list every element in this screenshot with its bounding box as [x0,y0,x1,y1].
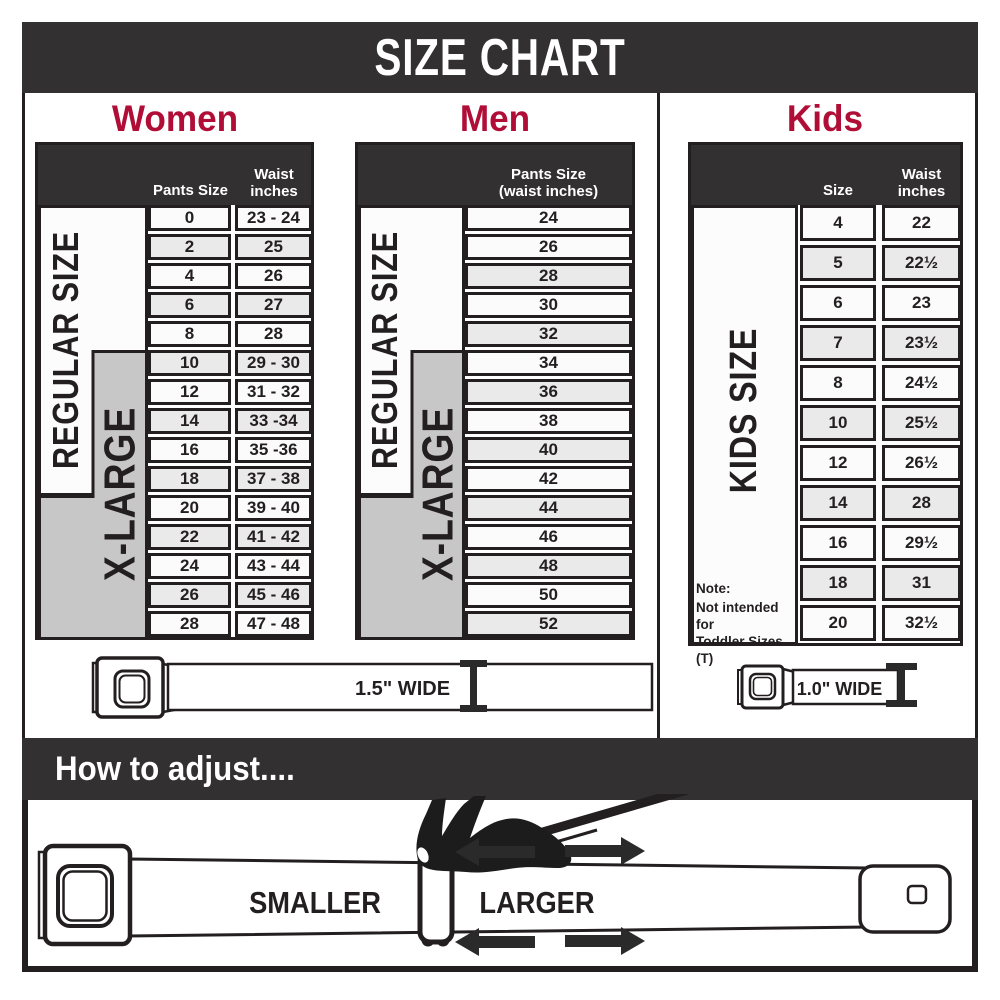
table-row [148,495,312,521]
pants-size-cell: 46 [465,524,632,550]
table-row [465,234,632,260]
kids-size-cell: 7 [800,325,876,361]
table-row [148,524,312,550]
kids-waist-header: Waist inches [897,166,946,200]
pants-size-cell: 6 [148,292,231,318]
table-row [800,405,961,441]
pants-size-cell: 2 [148,234,231,260]
kids-divider [657,93,660,738]
left-frame-border [22,93,25,738]
kids-heading: Kids [786,98,864,139]
waist-inches-cell: 28 [235,321,312,347]
women-x-large-label: X-LARGE [95,406,144,581]
kids-size-cell: 16 [800,525,876,561]
table-row [465,350,632,376]
table-row [465,466,632,492]
hand-icon [415,796,571,873]
pants-size-cell: 20 [148,495,231,521]
men-heading: Men [459,98,531,139]
waist-inches-cell: 25½ [882,405,961,441]
table-row [800,565,961,601]
waist-inches-cell: 29½ [882,525,961,561]
adult-belt-width-label: 1.5" WIDE [354,678,451,700]
waist-inches-cell: 45 - 46 [235,582,312,608]
right-frame-border [975,93,978,738]
smaller-label: SMALLER [249,885,381,920]
waist-inches-cell: 23 - 24 [235,205,312,231]
men-table-header [358,145,632,205]
table-row [800,325,961,361]
pants-size-cell: 36 [465,379,632,405]
kids-size-cell: 10 [800,405,876,441]
kids-note: Note: Not intended for Toddler Sizes (T) [696,581,783,666]
table-row [800,365,961,401]
pants-size-cell: 38 [465,408,632,434]
pants-size-cell: 24 [148,553,231,579]
women-heading: Women [111,98,239,139]
waist-inches-cell: 26½ [882,445,961,481]
kids-size-cell: 12 [800,445,876,481]
waist-inches-cell: 33 -34 [235,408,312,434]
pants-size-cell: 52 [465,611,632,637]
kids-size-cell: 4 [800,205,876,241]
waist-inches-cell: 27 [235,292,312,318]
seatbelt-buckle-icon [39,846,130,944]
table-row [148,205,312,231]
pants-size-cell: 44 [465,495,632,521]
larger-label: LARGER [479,885,595,920]
pants-size-cell: 28 [465,263,632,289]
table-row [148,321,312,347]
table-row [800,205,961,241]
pants-size-cell: 28 [148,611,231,637]
waist-inches-cell: 41 - 42 [235,524,312,550]
table-row [800,285,961,321]
pants-size-cell: 26 [465,234,632,260]
table-row [465,408,632,434]
table-row [465,321,632,347]
pants-size-cell: 40 [465,437,632,463]
pants-size-cell: 16 [148,437,231,463]
waist-inches-cell: 43 - 44 [235,553,312,579]
waist-inches-cell: 32½ [882,605,961,641]
table-row [465,524,632,550]
pants-size-cell: 48 [465,553,632,579]
table-row [465,495,632,521]
waist-inches-cell: 23 [882,285,961,321]
table-row [148,292,312,318]
pants-size-cell: 4 [148,263,231,289]
pants-size-cell: 0 [148,205,231,231]
adjust-belt-illustration [22,794,978,960]
pants-size-cell: 12 [148,379,231,405]
how-to-adjust-heading: How to adjust.... [55,749,295,788]
waist-inches-cell: 31 [882,565,961,601]
pants-size-cell: 50 [465,582,632,608]
kids-size-cell: 20 [800,605,876,641]
table-row [148,408,312,434]
waist-inches-cell: 26 [235,263,312,289]
table-row [148,234,312,260]
waist-inches-cell: 39 - 40 [235,495,312,521]
women-waist-header: Waist inches [250,166,298,200]
table-row [465,611,632,637]
waist-inches-cell: 24½ [882,365,961,401]
pants-size-cell: 42 [465,466,632,492]
men-pants-size-header: Pants Size (waist inches) [498,166,599,200]
women-regular-size-label: REGULAR SIZE [45,230,87,470]
table-row [148,611,312,637]
table-row [800,485,961,521]
table-row [800,525,961,561]
table-row [465,379,632,405]
table-row [465,292,632,318]
page-title: SIZE CHART [374,28,626,87]
waist-inches-cell: 28 [882,485,961,521]
table-row [465,205,632,231]
seatbelt-buckle-icon [738,666,783,708]
women-pants-size-header: Pants Size [152,182,229,199]
table-row [800,245,961,281]
kids-size-rows [800,205,961,645]
right-arrow-icon [565,837,645,865]
pants-size-cell: 32 [465,321,632,347]
pants-size-cell: 18 [148,466,231,492]
pants-size-cell: 14 [148,408,231,434]
table-row [148,582,312,608]
pants-size-cell: 24 [465,205,632,231]
table-row [465,553,632,579]
waist-inches-cell: 37 - 38 [235,466,312,492]
table-row [148,437,312,463]
pants-size-cell: 26 [148,582,231,608]
table-row [800,445,961,481]
pants-size-cell: 10 [148,350,231,376]
kids-size-cell: 14 [800,485,876,521]
pants-size-cell: 22 [148,524,231,550]
seatbelt-buckle-icon [93,658,163,717]
waist-inches-cell: 31 - 32 [235,379,312,405]
pants-size-cell: 30 [465,292,632,318]
table-row [148,263,312,289]
kids-table-header [691,145,960,205]
table-row [148,379,312,405]
waist-inches-cell: 35 -36 [235,437,312,463]
table-row [148,553,312,579]
pants-size-cell: 8 [148,321,231,347]
waist-inches-cell: 22½ [882,245,961,281]
kids-belt-width-label: 1.0" WIDE [796,679,883,699]
waist-inches-cell: 22 [882,205,961,241]
waist-inches-cell: 25 [235,234,312,260]
kids-size-header: Size [822,182,853,199]
pants-size-cell: 34 [465,350,632,376]
table-row [148,350,312,376]
table-row [465,582,632,608]
table-row [148,466,312,492]
kids-size-cell: 6 [800,285,876,321]
how-to-adjust-bar [22,738,978,800]
women-table-header [38,145,311,205]
table-row [465,437,632,463]
men-regular-size-label: REGULAR SIZE [364,230,406,470]
women-size-rows [148,205,312,640]
waist-inches-cell: 47 - 48 [235,611,312,637]
kids-size-cell: 8 [800,365,876,401]
table-row [465,263,632,289]
men-size-rows [465,205,632,640]
kids-size-side-label: KIDS SIZE [723,327,765,493]
waist-inches-cell: 23½ [882,325,961,361]
title-bar [22,22,978,93]
kids-size-cell: 18 [800,565,876,601]
men-x-large-label: X-LARGE [413,406,462,581]
kids-size-cell: 5 [800,245,876,281]
waist-inches-cell: 29 - 30 [235,350,312,376]
belt-tip [860,866,950,932]
table-row [800,605,961,641]
